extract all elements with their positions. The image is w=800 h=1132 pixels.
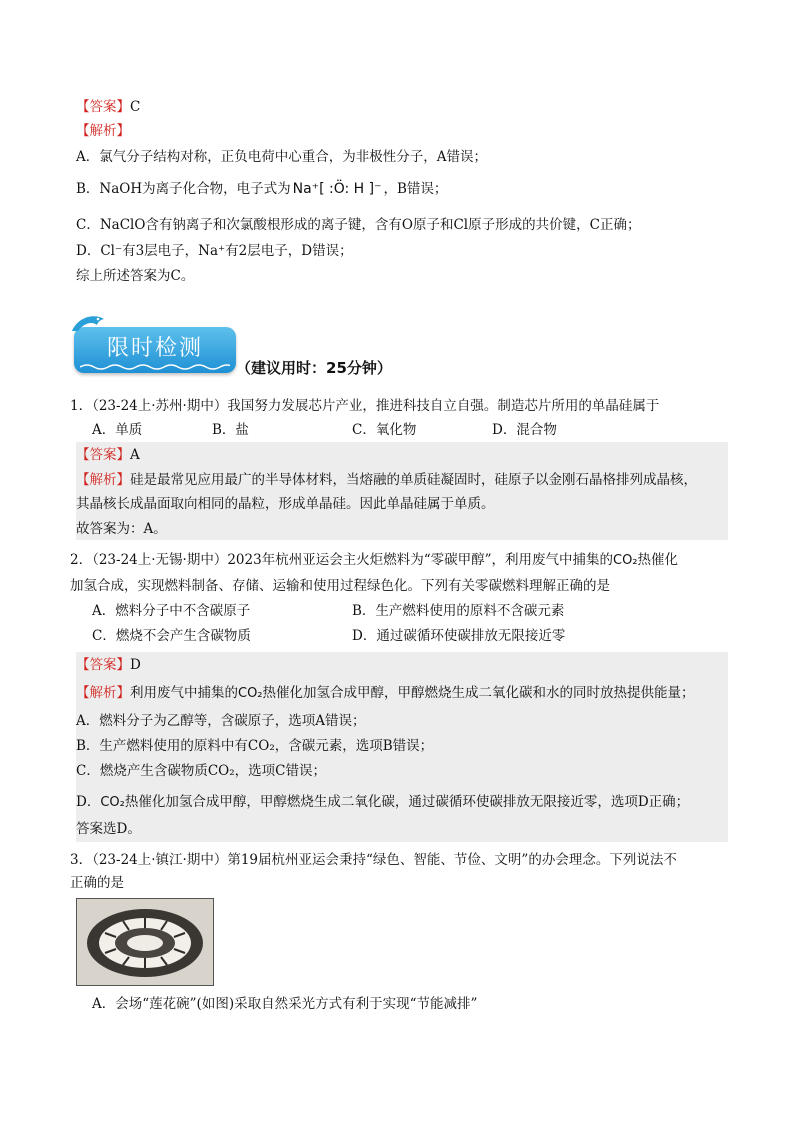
q2-analysis-tag: 【解析】 [76,685,130,701]
q3-stem-line2: 正确的是 [70,875,124,891]
q1-analysis-line2: 其晶核长成晶面取向相同的晶粒，形成单晶硅。因此单晶硅属于单质。 [76,496,495,512]
q2-option-d: D．通过碳循环使碳排放无限接近零 [352,628,566,644]
q2-analysis-c: C．燃烧产生含碳物质CO₂，选项C错误； [76,763,326,779]
q1-option-c: C．氧化物 [352,422,417,438]
q2-answer-tag: 【答案】 [76,657,130,673]
q2-analysis-d-text: 热催化加氢合成甲醇，甲醇燃烧生成二氧化碳，通过碳循环使碳排放无限接近零，选项D正确； [124,794,690,810]
q1-option-b: B．盐 [212,422,249,438]
q3-option-a: A．会场“莲花碗”(如图)采取自然采光方式有利于实现“节能减排” [92,996,478,1012]
q2-analysis-a: A．燃料分子为乙醇等，含碳原子，选项A错误； [76,713,366,729]
q2-analysis-d-co2: CO₂ [100,795,125,810]
q2-stem-text1-tail: 热催化 [637,552,679,568]
answer-line [76,97,140,117]
q2-analysis-text-pre: 利用废气中捕集的 [130,685,238,701]
q2-analysis-intro [76,683,695,704]
analysis-c: C．NaClO含有钠离子和次氯酸根形成的离子键，含有O原子和Cl原子形成的共价键，C正确； [76,217,641,233]
q2-option-b: B．生产燃料使用的原料不含碳元素 [352,603,565,619]
suggested-time: （建议用时：25分钟） [236,359,392,377]
analysis-b [76,179,447,199]
q1-answer-panel [76,442,728,540]
q2-answer-line [76,655,141,675]
analysis-conclusion: 综上所述答案为C。 [76,268,195,284]
q1-stem: 1．（23-24上·苏州·期中）我国努力发展芯片产业，推进科技自立自强。制造芯片所用的单晶硅属于 [70,398,660,414]
q2-co2-formula: CO₂ [613,553,638,568]
q1-answer-line [76,445,140,465]
q1-answer-tag: 【答案】 [76,447,130,463]
q1-analysis-text1: 硅是最常见应用最广的半导体材料，当熔融的单质硅凝固时，硅原子以金刚石晶格排列成晶核， [130,472,697,488]
q2-analysis-d-label: D． [76,794,101,810]
q1-option-d: D．混合物 [492,422,557,438]
q1-option-a: A．单质 [92,422,143,438]
analysis-tag: 【解析】 [76,123,130,139]
q2-analysis-co2: CO₂ [238,686,263,701]
q1-analysis-line1 [76,470,697,490]
q2-analysis-d [76,792,689,813]
analysis-b-tail: ，B错误； [383,181,448,197]
q2-conclusion: 答案选D。 [76,821,141,837]
lotus-bowl-illustration [77,899,213,985]
q2-option-a: A．燃料分子中不含碳原子 [92,603,251,619]
q2-answer-value: D [130,657,141,673]
analysis-a: A．氯气分子结构对称，正负电荷中心重合，为非极性分子，A错误； [76,149,487,165]
q2-analysis-b: B．生产燃料使用的原料中有CO₂，含碳元素，选项B错误； [76,738,434,754]
answer-value: C [130,99,141,115]
answer-tag: 【答案】 [76,99,130,115]
q2-analysis-text-post: 热催化加氢合成甲醇，甲醇燃烧生成二氧化碳和水的同时放热提供能量； [262,685,695,701]
electron-formula: Na⁺[ :Ö: H ]⁻ [292,181,382,197]
q1-conclusion: 故答案为：A。 [76,521,167,537]
lotus-bowl-image [76,898,214,986]
q2-stem-text1: 2．（23-24上·无锡·期中）2023年杭州亚运会主火炬燃料为“零碳甲醇”，利用废气中捕集的 [70,552,613,568]
q1-answer-value: A [130,447,140,463]
section-badge [74,327,236,373]
q1-analysis-tag: 【解析】 [76,472,130,488]
q3-stem-line1: 3．（23-24上·镇江·期中）第19届杭州亚运会秉持“绿色、智能、节俭、文明”的办会理念。下列说法不 [70,852,677,868]
q2-stem-line2: 加氢合成，实现燃料制备、存储、运输和使用过程绿色化。下列有关零碳燃料理解正确的是 [70,578,610,594]
wave-decoration [80,363,230,371]
q2-option-c: C．燃烧不会产生含碳物质 [92,628,251,644]
q2-stem-line1 [70,550,678,571]
section-title: 限时检测 [106,336,203,361]
analysis-d: D．Cl⁻有3层电子，Na⁺有2层电子，D错误； [76,243,353,259]
analysis-b-text: B．NaOH为离子化合物，电子式为 [76,181,291,197]
